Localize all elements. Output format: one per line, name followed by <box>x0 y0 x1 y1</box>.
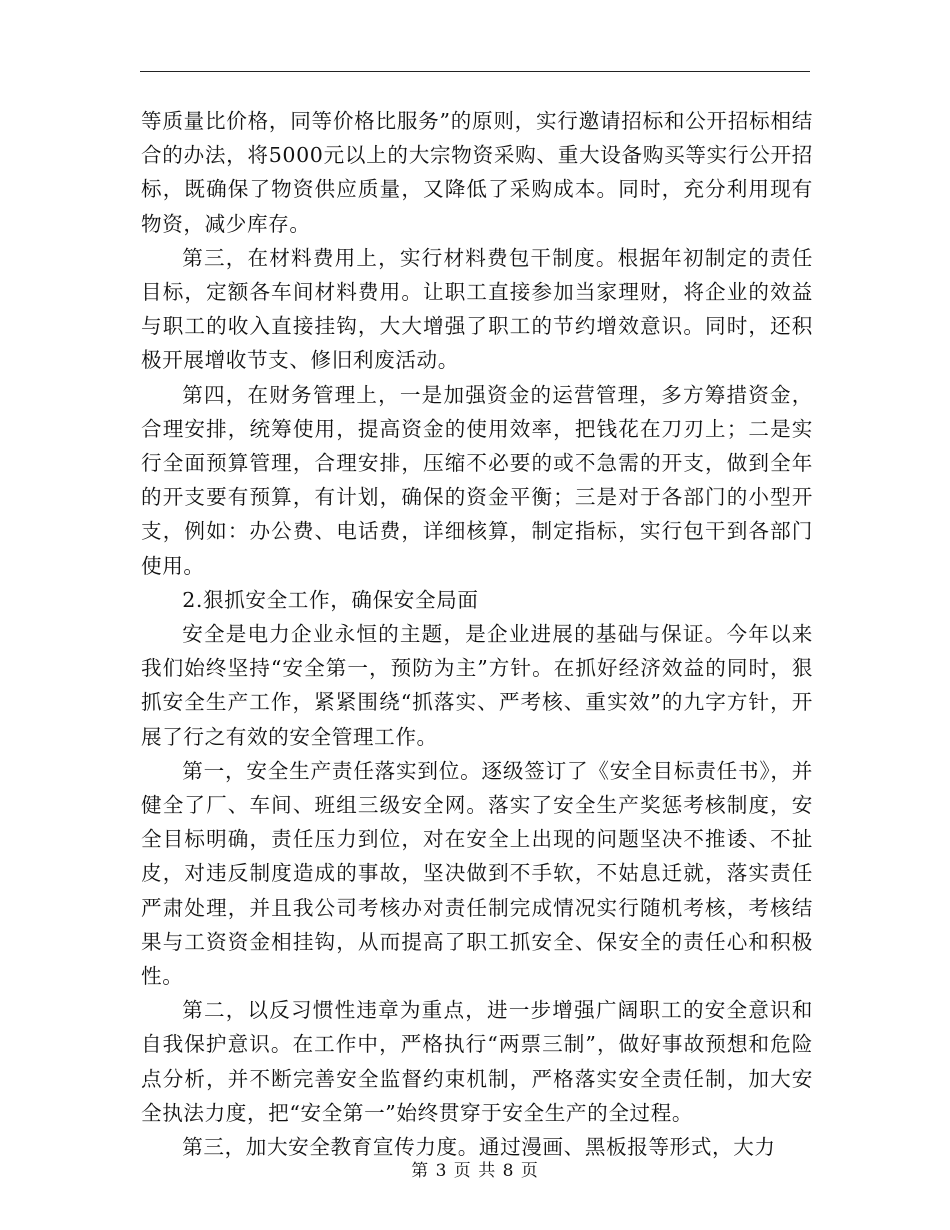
header-rule <box>140 71 810 72</box>
paragraph: 安全是电力企业永恒的主题，是企业进展的基础与保证。今年以来我们始终坚持“安全第一，预防为主”方针。在抓好经济效益的同时，狠抓安全生产工作，紧紧围绕“抓落实、严考核、重实效”的九字方针，开展了行之有效的安全管理工作。 <box>141 622 813 749</box>
page-number: 第 3 页 共 8 页 <box>411 1161 539 1181</box>
section-heading: 2.狠抓安全工作，确保安全局面 <box>182 587 479 612</box>
paragraph: 第三，在材料费用上，实行材料费包干制度。根据年初制定的责任目标，定额各车间材料费用。让职工直接参加当家理财，将企业的效益与职工的收入直接挂钩，大大增强了职工的节约增效意识。同时，还积极开展增收节支、修旧利废活动。 <box>141 245 813 373</box>
paragraph: 第一，安全生产责任落实到位。逐级签订了《安全目标责任书》，并健全了厂、车间、班组三级安全网。落实了安全生产奖惩考核制度，安全目标明确，责任压力到位，对在安全上出现的问题坚决不推诿、不扯皮，对违反制度造成的事故，坚决做到不手软，不姑息迁就，落实责任严肃处理，并且我公司考核办对责任制完成情况实行随机考核，考核结果与工资资金相挂钩，从而提高了职工抓安全、保安全的责任心和积极性。 <box>141 758 813 989</box>
paragraph: 第四，在财务管理上，一是加强资金的运营管理，多方筹措资金，合理安排，统筹使用，提高资金的使用效率，把钱花在刀刃上；二是实行全面预算管理，合理安排，压缩不必要的或不急需的开支，做到全年的开支要有预算，有计划，确保的资金平衡；三是对于各部门的小型开支，例如：办公费、电话费，详细核算，制定指标，实行包干到各部门使用。 <box>141 382 813 578</box>
paragraph: 等质量比价格，同等价格比服务”的原则，实行邀请招标和公开招标相结合的办法，将5000元以上的大宗物资采购、重大设备购买等实行公开招标，既确保了物资供应质量，又降低了采购成本。同时，充分利用现有物资，减少库存。 <box>141 109 813 236</box>
paragraph: 第二，以反习惯性违章为重点，进一步增强广阔职工的安全意识和自我保护意识。在工作中，严格执行“两票三制”，做好事故预想和危险点分析，并不断完善安全监督约束机制，严格落实安全责任制，加大安全执法力度，把“安全第一”始终贯穿于安全生产的全过程。 <box>141 998 813 1125</box>
document-body <box>141 104 813 1164</box>
paragraph: 第三，加大安全教育宣传力度。通过漫画、黑板报等形式，大力 <box>182 1135 776 1160</box>
